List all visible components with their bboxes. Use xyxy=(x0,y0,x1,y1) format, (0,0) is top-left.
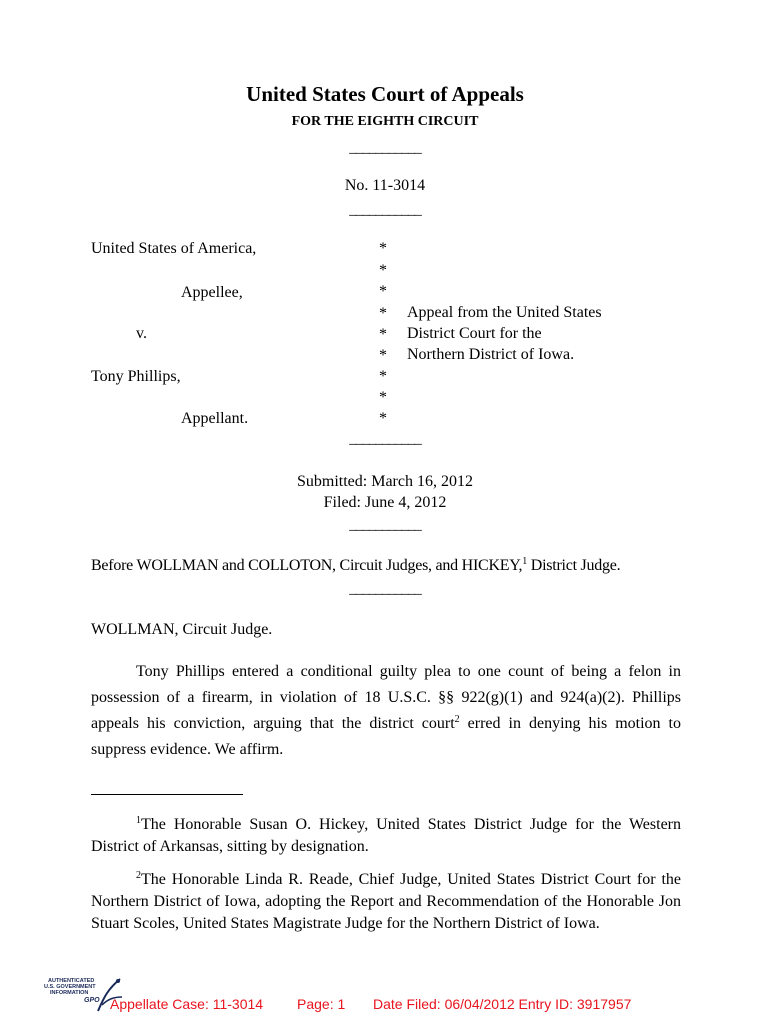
footnote-1 xyxy=(91,814,681,858)
caption-star: * xyxy=(379,347,387,364)
panel-after: District Judge. xyxy=(527,557,621,574)
footnote-2 xyxy=(91,869,681,935)
caption-star: * xyxy=(379,410,387,427)
caption-star: * xyxy=(379,283,387,300)
seal-text: GPO xyxy=(84,997,100,1004)
footnote-ref: 2 xyxy=(454,714,460,725)
seal-text: AUTHENTICATED xyxy=(48,978,95,984)
paragraph-text: Tony Phillips entered a conditional guilty plea to one count of being a felon in possession of a firearm, in violation of 18 U.S.C. §§ 922(g)(1) and 924(a)(2). Phillips appeals his conviction, arguing that the district court xyxy=(91,663,681,732)
gpo-authentication-seal xyxy=(44,975,114,1015)
footnote-divider xyxy=(91,794,243,795)
separator-rule: ___________ xyxy=(349,140,421,156)
footer-case: Appellate Case: 11-3014 xyxy=(110,996,264,1012)
footnote-mark: 1 xyxy=(136,815,141,826)
opinion-author: WOLLMAN, Circuit Judge. xyxy=(91,621,273,638)
footnote-mark: 2 xyxy=(136,870,141,881)
footer-page: Page: 1 xyxy=(297,996,346,1012)
submitted-date: Submitted: March 16, 2012 xyxy=(297,473,473,490)
panel-line xyxy=(91,557,620,575)
paragraph-text: erred in denying his motion to suppress evidence. We affirm. xyxy=(91,715,682,758)
case-number: No. 11-3014 xyxy=(344,177,426,194)
footnote-ref: 1 xyxy=(522,556,528,567)
filed-date: Filed: June 4, 2012 xyxy=(323,494,447,511)
caption-star: * xyxy=(379,305,387,322)
footnote-text: The Honorable Susan O. Hickey, United States District Judge for the Western District of Arkansas, sitting by designation. xyxy=(91,816,681,855)
caption-star: * xyxy=(379,326,387,343)
circuit-subtitle: FOR THE EIGHTH CIRCUIT xyxy=(291,114,479,129)
plaintiff-name: United States of America, xyxy=(91,240,257,257)
separator-rule: ___________ xyxy=(349,202,421,218)
defendant-role: Appellant. xyxy=(181,410,249,427)
caption-star: * xyxy=(379,240,387,257)
separator-rule: ___________ xyxy=(349,431,421,447)
court-title: United States Court of Appeals xyxy=(246,82,524,106)
separator-rule: ___________ xyxy=(349,517,421,533)
caption-star: * xyxy=(379,368,387,385)
seal-text: U.S. GOVERNMENT xyxy=(44,984,96,990)
seal-text: INFORMATION xyxy=(50,990,89,996)
panel-before: Before WOLLMAN and COLLOTON, Circuit Judges, and HICKEY, xyxy=(91,557,523,574)
separator-rule: ___________ xyxy=(349,581,421,597)
defendant-name: Tony Phillips, xyxy=(91,368,181,385)
appeal-origin-line: Appeal from the United States xyxy=(407,304,602,321)
footnote-text: The Honorable Linda R. Reade, Chief Judge, United States District Court for the Northern District of Iowa, adopting the Report and Recommendation of the Honorable Jon Stuart Scoles, United States Magistrate Judge for the Northern District of Iowa. xyxy=(91,871,681,932)
caption-star: * xyxy=(379,389,387,406)
footer-filed: Date Filed: 06/04/2012 Entry ID: 3917957 xyxy=(373,996,632,1012)
appeal-origin-line: Northern District of Iowa. xyxy=(407,346,575,363)
opinion-paragraph xyxy=(91,659,681,763)
plaintiff-role: Appellee, xyxy=(181,284,243,301)
caption-star: * xyxy=(379,262,387,279)
versus-label: v. xyxy=(136,325,147,342)
appeal-origin-line: District Court for the xyxy=(407,325,542,342)
